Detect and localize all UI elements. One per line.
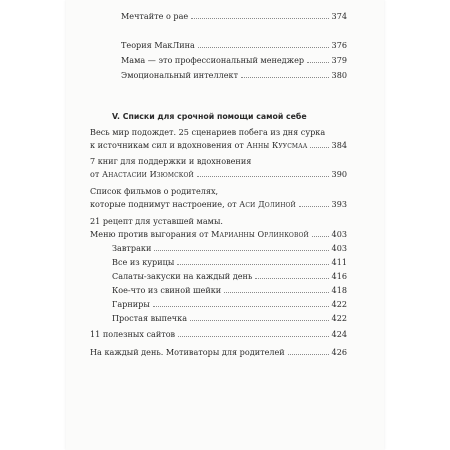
toc-entry bbox=[90, 229, 347, 239]
section-title: Списки для срочной помощи самой себе bbox=[122, 112, 307, 121]
toc-entry bbox=[90, 140, 347, 150]
toc-entry-title-line2 bbox=[90, 199, 296, 209]
toc-entry bbox=[121, 70, 347, 80]
toc-entry bbox=[90, 169, 347, 179]
toc-entry-title-line1: Весь мир подождет. 25 сценариев побега из дня сурка bbox=[90, 127, 326, 137]
toc-entry-title: Теория МакЛина bbox=[121, 40, 195, 50]
section-number: V. bbox=[112, 112, 120, 121]
toc-entry-title: На каждый день. Мотиваторы для родителей bbox=[90, 347, 285, 357]
toc-subentry-page: 418 bbox=[331, 285, 347, 295]
toc-entry bbox=[121, 55, 347, 65]
toc-entry-author: Анастасии Изюмской bbox=[101, 169, 194, 179]
toc-subentry bbox=[112, 299, 347, 309]
toc-entry-page: 379 bbox=[331, 55, 347, 65]
dot-leader bbox=[198, 47, 329, 48]
toc-subentry bbox=[112, 243, 347, 253]
toc-entry-title: Мечтайте о рае bbox=[121, 11, 189, 21]
toc-subentry-page: 416 bbox=[331, 271, 347, 281]
toc-subentry-title: Салаты-закуски на каждый день bbox=[112, 271, 253, 281]
dot-leader bbox=[190, 320, 329, 321]
dot-leader bbox=[299, 206, 329, 207]
toc-subentry-page: 422 bbox=[331, 313, 347, 323]
toc-entry-page: 376 bbox=[331, 40, 347, 50]
toc-entry-author: Аси Долиной bbox=[239, 199, 296, 209]
toc-entry bbox=[121, 11, 347, 21]
toc-subentry-page: 403 bbox=[331, 243, 347, 253]
toc-entry-text: которые поднимут настроение, от bbox=[90, 199, 240, 209]
dot-leader bbox=[288, 354, 329, 355]
toc-entry-page: 403 bbox=[331, 229, 347, 239]
toc-entry-page: 424 bbox=[331, 329, 347, 339]
toc-subentry-title: Простая выпечка bbox=[112, 313, 188, 323]
toc-subentry-title: Завтраки bbox=[112, 243, 152, 253]
toc-subentry-title: Кое-что из свиной шейки bbox=[112, 285, 222, 295]
dot-leader bbox=[178, 336, 328, 337]
toc-entry-page: 390 bbox=[331, 169, 347, 179]
dot-leader bbox=[241, 77, 328, 78]
toc-entry bbox=[121, 40, 347, 50]
toc-subentry bbox=[112, 313, 347, 323]
toc-entry-page: 393 bbox=[331, 199, 347, 209]
toc-subentry bbox=[112, 271, 347, 281]
toc-entry bbox=[90, 329, 347, 339]
toc-subentry-title: Все из курицы bbox=[112, 257, 175, 267]
toc-entry-title-line1: 7 книг для поддержки и вдохновения bbox=[90, 156, 252, 166]
dot-leader bbox=[153, 306, 329, 307]
toc-entry-page: 384 bbox=[331, 140, 347, 150]
toc-entry-text: к источникам сил и вдохновения от bbox=[90, 140, 247, 150]
toc-entry-author: Марианны Орлинковой bbox=[211, 229, 309, 239]
dot-leader bbox=[312, 236, 329, 237]
toc-entry bbox=[90, 347, 347, 357]
dot-leader bbox=[191, 18, 328, 19]
dot-leader bbox=[177, 264, 328, 265]
toc-entry-title-line2 bbox=[90, 229, 309, 239]
toc-entry-title: Мама — это профессиональный менеджер bbox=[121, 55, 305, 65]
toc-entry-title-line2 bbox=[90, 140, 307, 150]
toc-entry-page: 374 bbox=[331, 11, 347, 21]
toc-entry bbox=[90, 199, 347, 209]
toc-entry-title-line1: Список фильмов о родителях, bbox=[90, 186, 219, 196]
toc-entry-page: 426 bbox=[331, 347, 347, 357]
toc-subentry bbox=[112, 257, 347, 267]
toc-entry-title: Эмоциональный интеллект bbox=[121, 70, 239, 80]
section-heading bbox=[112, 112, 332, 122]
toc-entry-page: 380 bbox=[331, 70, 347, 80]
toc-subentry-page: 422 bbox=[331, 299, 347, 309]
dot-leader bbox=[154, 250, 328, 251]
toc-entry-text: Меню против выгорания от bbox=[90, 229, 212, 239]
toc-subentry-title: Гарниры bbox=[112, 299, 150, 309]
toc-entry-title-line1: 21 рецепт для уставшей мамы. bbox=[90, 216, 223, 226]
dot-leader bbox=[307, 62, 328, 63]
dot-leader bbox=[224, 292, 328, 293]
dot-leader bbox=[197, 176, 329, 177]
toc-subentry bbox=[112, 285, 347, 295]
toc-subentry-page: 411 bbox=[331, 257, 347, 267]
toc-entry-title: 11 полезных сайтов bbox=[90, 329, 176, 339]
toc-entry-text: от bbox=[90, 169, 102, 179]
dot-leader bbox=[310, 147, 328, 148]
dot-leader bbox=[255, 278, 328, 279]
toc-entry-title-line2 bbox=[90, 169, 194, 179]
toc-entry-author: Анны Куусмаа bbox=[246, 140, 308, 150]
